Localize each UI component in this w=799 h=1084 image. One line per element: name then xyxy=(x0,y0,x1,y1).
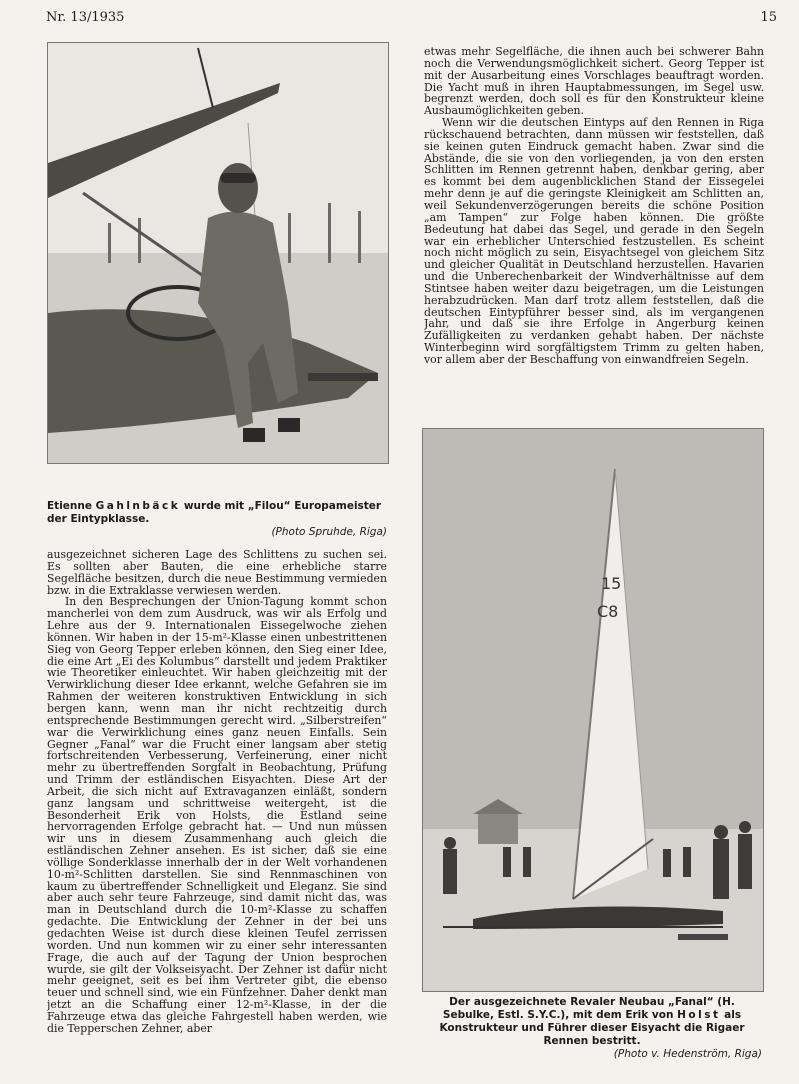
photo2-credit: (Photo v. Hedenström, Riga) xyxy=(613,1048,762,1060)
photo1-caption xyxy=(47,500,387,539)
caption-name: Gahlnbäck xyxy=(95,500,181,512)
left-column-text xyxy=(47,549,387,1047)
right-column-text xyxy=(424,46,764,404)
right-paragraph-2: Wenn wir die deutschen Eintyps auf den Rennen in Riga rückschauend betrachten, dann müssen wir feststellen, daß sie keinen guten Eindruck gemacht haben. Zwar sind die Abstände, die sie von den vorliegenden, ja von den ersten Schlitten im Rennen getrennt haben, denkbar gering, aber es kommt bei dem augenblicklichen Stand der Eissegelei mehr denn je auf die geringste Kleinigkeit am Schlitten an, weil Sekundenverzögerungen bereits die schöne Position „am Tampen“ zur Folge haben können. Die größte Bedeutung hat dabei das Segel, und gerade in den Segeln war ein erheblicher Unterschied festzustellen. Es scheint noch nicht möglich zu sein, Eisyachtsegel von gleichem Sitz und gleicher Qualität in Deutschland herzustellen. Havarien und die Unberechenbarkeit der Windverhältnisse auf dem Stintsee haben weiter dazu beigetragen, um die Leistungen herabzudrücken. Man darf trotz allem feststellen, daß die deutschen Eintypführer besser sind, als im vergangenen Jahr, und daß sie ihre Erfolge in Angerburg keinen Zufälligkeiten zu verdanken gehabt haben. Der nächste Winterbeginn wird sorgfältigstem Trimm zu gelten haben, vor allem aber der Beschaffung von einwandfreien Segeln. xyxy=(424,116,764,366)
photo-drawing-2 xyxy=(423,429,763,991)
page-number: 15 xyxy=(760,10,777,25)
caption2-name: Holst xyxy=(677,1009,721,1021)
caption2-text-start: Der ausgezeichnete Revaler Neubau „Fanal“ (H. Sebulke, Estl. S.Y.C.), mit dem Erik von xyxy=(442,996,735,1021)
photo-gahlnbaeck-filou xyxy=(47,42,389,464)
caption-text-end: wurde mit „Filou“ Europameister der Eintypklasse. xyxy=(47,500,382,525)
photo-drawing xyxy=(48,43,388,463)
left-paragraph-1: ausgezeichnet sicheren Lage des Schlittens zu suchen sei. Es sollten aber Bauten, die eine erhebliche starre Segelfläche besitzen, durch die neue Bestimmung vermieden bzw. in die Extraklasse verwiesen werden. xyxy=(47,549,387,597)
left-paragraph-2: In den Besprechungen der Union-Tagung kommt schon mancherlei von dem zum Ausdruck, was wir als Erfolg und Lehre aus der 9. Internationalen Eissegelwoche ziehen können. Wir haben in der 15-m²-Klasse einen unbestrittenen Sieg von Georg Tepper erleben können, den Sieg einer Idee, die eine Art „Ei des Kolumbus“ darstellt und jedem Praktiker wie Theoretiker einleuchtet. Wir haben gleichzeitig mit der Verwirklichung dieser Idee erkannt, welche Gefahren sie im Rahmen der weiteren konstruktiven Entwicklung in sich bergen kann, wenn man ihr nicht rechtzeitig durch entsprechende Bestimmungen gerecht wird. „Silberstreifen“ war die Verwirklichung eines ganz neuen Einfalls. Sein Gegner „Fanal“ war die Frucht einer langsam aber stetig fortschreitenden Verbesserung, Verfeinerung, einer nicht mehr zu übertreffenden Sorgfalt in Beobachtung, Prüfung und Trimm der estländischen Eisyachten. Diese Art der Arbeit, die sich nicht auf Extravaganzen einläßt, sondern ganz langsam und schrittweise weitergeht, ist die Besonderheit Erik von Holsts, die Estland seine hervorragenden Erfolge gebracht hat. — Und nun müssen wir uns in diesem Zusammenhang auch gleich die estländischen Zehner ansehen. Es ist sicher, daß sie eine völlige Sonderklasse innerhalb der in der Welt vorhandenen 10-m²-Schlitten darstellen. Sie sind Rennmaschinen von kaum zu übertreffender Schnelligkeit und Eleganz. Sie sind aber auch sehr teure Fahrzeuge, sind damit nicht das, was man in Deutschland durch die 10-m²-Klasse zu schaffen gedachte. Die Entwicklung der Zehner in der bei uns gedachten Weise ist durch diese kleinen Teufel zerrissen worden. Und nun kommen wir zu einer sehr interessanten Frage, die auch auf der Tagung der Union besprochen wurde, sie gilt der Volkseisyacht. Der Zehner ist dafür nicht mehr geeignet, seit es bei ihm Vertreter gibt, die ebenso teuer und schnell sind, wie ein Fünfzehner. Daher denkt man jetzt an die Schaffung einer 12-m²-Klasse, in der die Fahrzeuge etwa das gleiche Fahrgestell haben werden, wie die Tepperschen Zehner, aber xyxy=(47,595,387,1035)
photo-fanal xyxy=(422,428,764,992)
caption-text-start: Etienne xyxy=(47,500,96,512)
right-paragraph-1: etwas mehr Segelfläche, die ihnen auch bei schwerer Bahn noch die Verwendungsmöglichkeit sichert. Georg Tepper ist mit der Ausarbeitung eines Vorschlages beauftragt worden. Die Yacht muß in ihren Hauptabmessungen, im Segel usw. begrenzt werden, doch soll es für den Konstrukteur kleine Ausbaumöglichkeiten geben. xyxy=(424,46,764,118)
photo2-caption xyxy=(422,996,762,1061)
issue-number: Nr. 13/1935 xyxy=(46,10,125,25)
caption2-text-end: als Konstrukteur und Führer dieser Eisyacht die Rigaer Rennen bestritt. xyxy=(439,1009,745,1047)
photo1-credit: (Photo Spruhde, Riga) xyxy=(271,526,387,538)
sail-mark-15: 15 xyxy=(601,574,622,593)
sail-mark-c8: C8 xyxy=(597,602,619,621)
